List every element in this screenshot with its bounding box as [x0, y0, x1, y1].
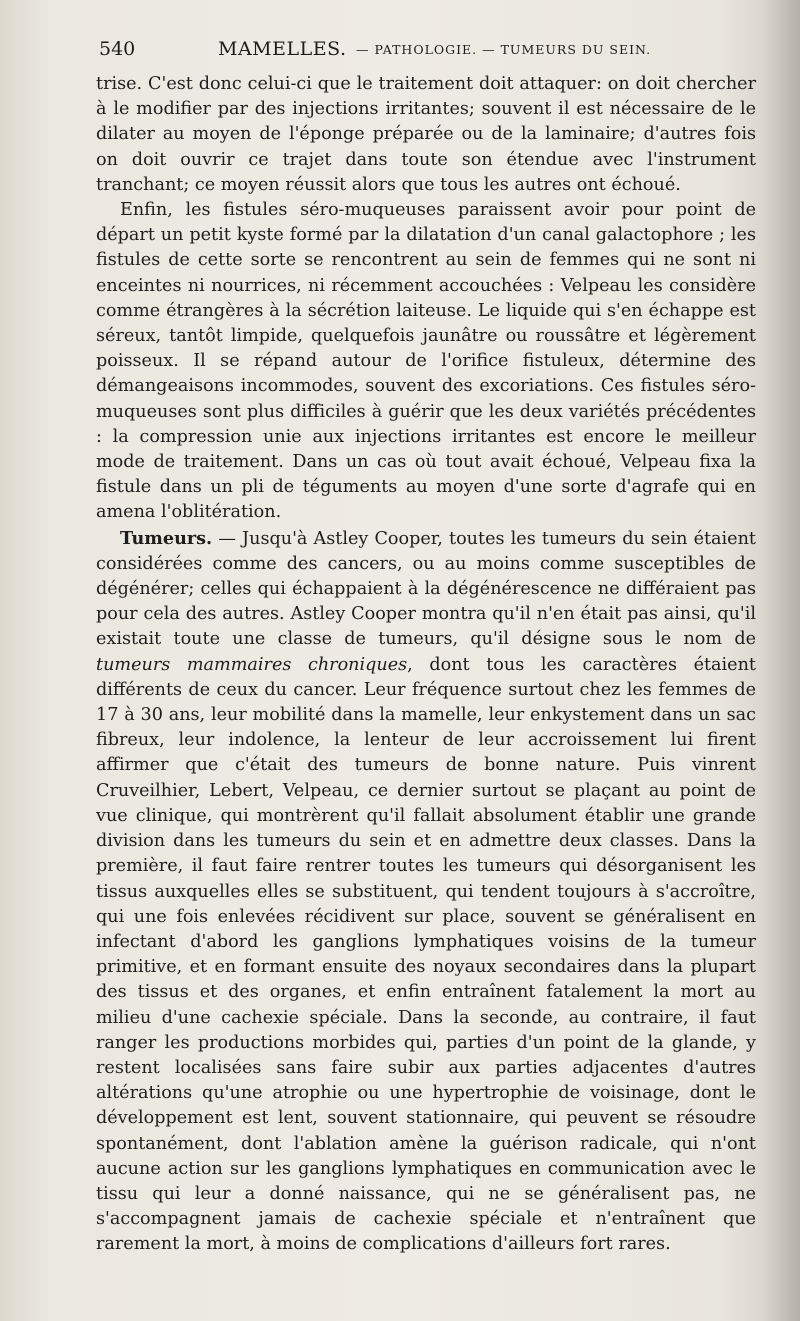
page-number: 540 — [99, 38, 136, 60]
running-subtitle: — PATHOLOGIE. — TUMEURS DU SEIN. — [356, 42, 652, 57]
running-title: MAMELLES. — [218, 38, 347, 60]
paragraph-tumeurs-text-2: , dont tous les caractères étaient différents de ceux du cancer. Leur fréquence surtout chez les femmes de 17 à 30 ans, leur mobilité dans la mamelle, leur enkystement dans un sac fibreux, leur indolence, la lenteur de leur accroissement lui firent affirmer que c'était des tumeurs de bonne nature. Puis vinrent Cruveilhier, Lebert, Velpeau, ce dernier surtout se plaçant au point de vue clinique, qui montrèrent qu'il fallait absolument établir une grande division dans les tumeurs du sein et en admettre deux classes. Dans la première, il faut faire rentrer toutes les tumeurs qui désorganisent les tissus auxquelles elles se substituent, qui tendent toujours à s'accroître, qui une fois enlevées récidivent sur place, souvent se généralisent en infectant d'abord les ganglions lymphatiques voisins de la tumeur primitive, et en formant ensuite des noyaux secondaires dans la plupart des tissus et des organes, et enfin entraînent fatalement la mort au milieu d'une cachexie spéciale. Dans la seconde, au contraire, il faut ranger les productions morbides qui, parties d'un point de la glande, y restent localisées sans faire subir aux parties adjacentes d'autres altérations qu'une atrophie ou une hypertrophie de voisinage, dont le développement est lent, souvent stationnaire, qui peuvent se résoudre spontanément, dont l'ablation amène la guérison radicale, qui n'ont aucune action sur les ganglions lymphatiques en communication avec le tissu qui leur a donné naissance, qui ne se généralisent pas, ne s'accompagnent jamais de cachexie spéciale et n'entraînent que rarement la mort, à moins de complications d'ailleurs fort rares. — [96, 654, 756, 1255]
body-text — [96, 72, 756, 1258]
paragraph-fistules: Enfin, les fistules séro-muqueuses paraissent avoir pour point de départ un petit kyste formé par la dilatation d'un canal galactophore ; les fistules de cette sorte se rencontrent au sein de femmes qui ne sont ni enceintes ni nourrices, ni récemment accouchées : Velpeau les considère comme étrangères à la sécrétion laiteuse. Le liquide qui s'en échappe est séreux, tantôt limpide, quelquefois jaunâtre ou roussâtre et légèrement poisseux. Il se répand autour de l'orifice fistuleux, détermine des démangeaisons incommodes, souvent des excoriations. Ces fistules séro-muqueuses sont plus difficiles à guérir que les deux variétés précédentes : la compression unie aux injections irritantes est encore le meilleur mode de traitement. Dans un cas où tout avait échoué, Velpeau fixa la fistule dans un pli de téguments au moyen d'une sorte d'agrafe qui en amena l'oblitération. — [96, 200, 756, 523]
page-edge-shadow — [762, 0, 800, 1321]
paragraph-tumeurs — [96, 526, 756, 1258]
section-heading-tumeurs: Tumeurs. — [120, 527, 213, 549]
page-header — [96, 38, 756, 68]
paragraph-tumeurs-text-1: — Jusqu'à Astley Cooper, toutes les tumeurs du sein étaient considérées comme des cancers, ou au moins comme susceptibles de dégénérer; celles qui échappaient à la dégénérescence ne différaient pas pour cela des autres. Astley Cooper montra qu'il n'en était pas ainsi, qu'il existait toute une classe de tumeurs, qu'il désigne sous le nom de — [96, 528, 756, 650]
italic-term: tumeurs mammaires chroniques — [96, 654, 408, 675]
paragraph-continued: trise. C'est donc celui-ci que le traitement doit attaquer: on doit chercher à le modifier par des injections irritantes; souvent il est nécessaire de le dilater au moyen de l'éponge préparée ou de la laminaire; d'autres fois on doit ouvrir ce trajet dans toute son étendue avec l'instrument tranchant; ce moyen réussit alors que tous les autres ont échoué. — [96, 74, 756, 195]
